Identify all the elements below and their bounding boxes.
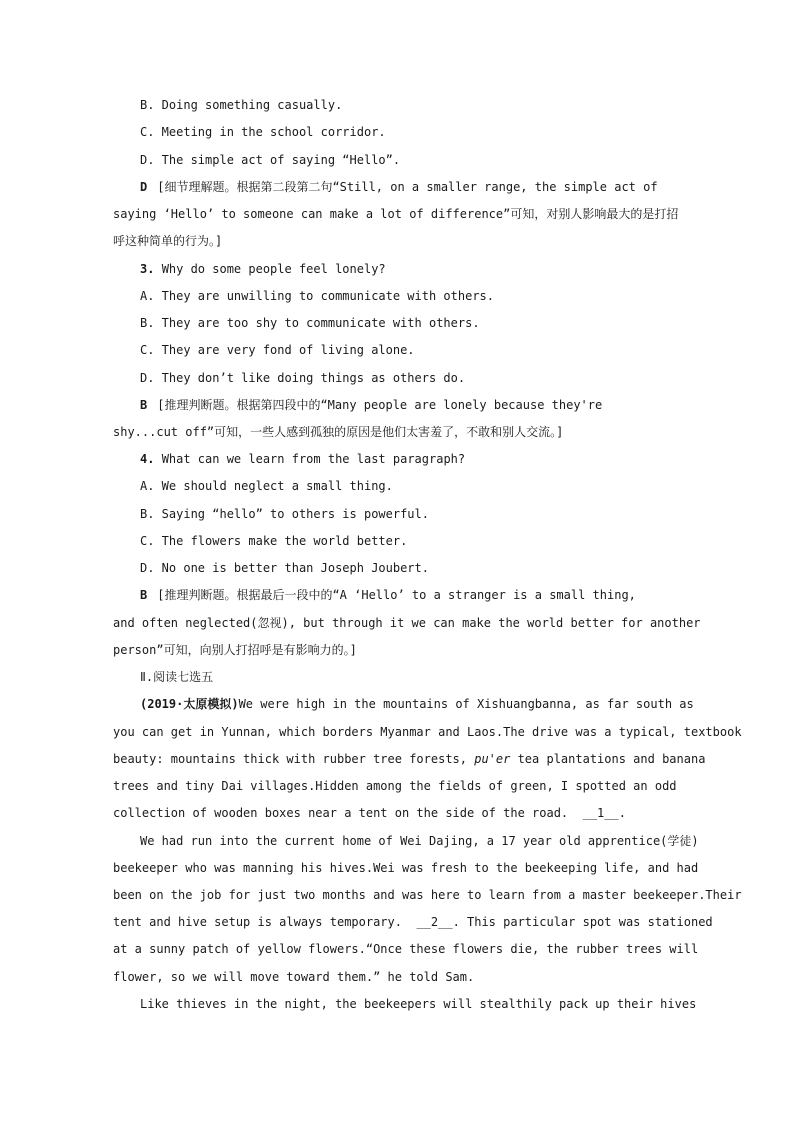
- q3-explanation-text-1: [推理判断题。根据第四段中的“Many people are lonely because they're: [157, 398, 603, 412]
- q2-option-d: D. The simple act of saying “Hello”.: [140, 153, 401, 167]
- q3-option-a: A. They are unwilling to communicate with others.: [140, 289, 495, 303]
- q4-number: 4.: [140, 452, 155, 466]
- passage-line-6: We had run into the current home of Wei Dajing, a 17 year old apprentice(学徒): [140, 834, 699, 848]
- section-heading: Ⅱ.阅读七选五: [140, 670, 214, 684]
- q3-option-d: D. They don’t like doing things as others do.: [140, 371, 466, 385]
- passage-line-3: [113, 751, 705, 767]
- q3-explanation-line-2: shy...cut off”可知，一些人感到孤独的原因是他们太害羞了，不敢和别人交流。]: [113, 425, 564, 439]
- q4-stem-text: What can we learn from the last paragraph?: [161, 452, 466, 466]
- passage-line-5: [113, 805, 626, 821]
- q4-option-b: B. Saying “hello” to others is powerful.: [140, 507, 429, 521]
- passage-text-5-end: .: [618, 806, 626, 820]
- passage-text-3b: tea plantations and banana: [510, 752, 706, 766]
- q2-explanation-line-1: [140, 179, 658, 195]
- passage-line-10: at a sunny patch of yellow flowers.“Once these flowers die, the rubber trees will: [113, 942, 699, 956]
- q2-explanation-text-1: [细节理解题。根据第二段第二句“Still, on a smaller range, the simple act of: [157, 180, 658, 194]
- q2-option-c: C. Meeting in the school corridor.: [140, 125, 386, 139]
- q3-stem: [140, 261, 386, 277]
- blank-2: __2__: [416, 915, 453, 929]
- passage-text-1: We were high in the mountains of Xishuangbanna, as far south as: [238, 697, 694, 711]
- passage-line-8: been on the job for just two months and was here to learn from a master beekeeper.Their: [113, 888, 742, 902]
- passage-line-7: beekeeper who was manning his hives.Wei was fresh to the beekeeping life, and had: [113, 861, 699, 875]
- passage-line-9: [113, 914, 713, 930]
- q2-option-b: B. Doing something casually.: [140, 98, 343, 112]
- q4-option-c: C. The flowers make the world better.: [140, 534, 408, 548]
- passage-line-2: you can get in Yunnan, which borders Myanmar and Laos.The drive was a typical, textbook: [113, 725, 742, 739]
- passage-source: (2019·太原模拟): [140, 697, 239, 711]
- passage-text-3a: beauty: mountains thick with rubber tree forests,: [113, 752, 475, 766]
- blank-1: __1__: [582, 806, 619, 820]
- q4-explanation-line-3: person”可知，向别人打招呼是有影响力的。]: [113, 643, 357, 657]
- q4-explanation-line-1: [140, 587, 636, 603]
- q2-explanation-line-2: saying ‘Hello’ to someone can make a lot of difference”可知，对别人影响最大的是打招: [113, 207, 679, 221]
- q3-option-b: B. They are too shy to communicate with others.: [140, 316, 480, 330]
- q4-stem: [140, 451, 465, 467]
- puer-italic: pu'er: [474, 752, 511, 766]
- passage-text-9a: tent and hive setup is always temporary.: [113, 915, 402, 929]
- q4-option-a: A. We should neglect a small thing.: [140, 479, 393, 493]
- q2-explanation-line-3: 呼这种简单的行为。]: [113, 234, 223, 248]
- passage-line-1: [140, 696, 694, 712]
- q3-number: 3.: [140, 262, 155, 276]
- passage-line-4: trees and tiny Dai villages.Hidden among the fields of green, I spotted an odd: [113, 779, 677, 793]
- q3-answer-letter: B: [140, 398, 148, 412]
- passage-text-5: collection of wooden boxes near a tent on the side of the road.: [113, 806, 569, 820]
- passage-line-11: flower, so we will move toward them.” he told Sam.: [113, 970, 475, 984]
- q3-stem-text: Why do some people feel lonely?: [161, 262, 386, 276]
- q3-option-c: C. They are very fond of living alone.: [140, 343, 415, 357]
- q2-answer-letter: D: [140, 180, 148, 194]
- q4-option-d: D. No one is better than Joseph Joubert.: [140, 561, 429, 575]
- passage-line-12: Like thieves in the night, the beekeepers will stealthily pack up their hives: [140, 997, 697, 1011]
- passage-text-9b: . This particular spot was stationed: [452, 915, 713, 929]
- q4-explanation-text-1: [推理判断题。根据最后一段中的“A ‘Hello’ to a stranger is a small thing,: [157, 588, 636, 602]
- q4-explanation-line-2: and often neglected(忽视), but through it we can make the world better for another: [113, 616, 701, 630]
- q3-explanation-line-1: [140, 397, 602, 413]
- q4-answer-letter: B: [140, 588, 148, 602]
